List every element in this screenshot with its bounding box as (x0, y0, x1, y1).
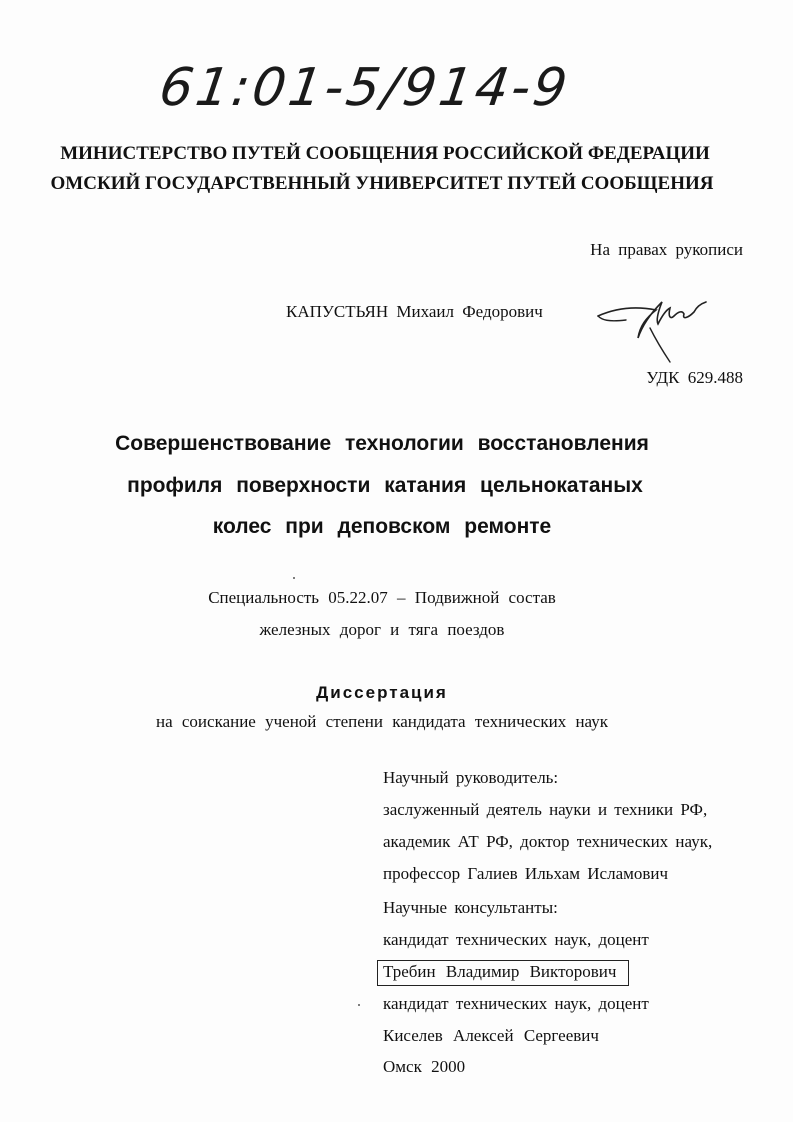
author-name: КАПУСТЬЯН Михаил Федорович (286, 302, 543, 321)
place-and-year: Омск 2000 (383, 1057, 466, 1076)
scan-speck (358, 1004, 360, 1006)
signature-icon (596, 288, 711, 373)
scan-speck (293, 577, 295, 579)
supervisor-title-2: академик АТ РФ, доктор технических наук, (383, 832, 713, 851)
supervisor-title-1: заслуженный деятель науки и техники РФ, (383, 800, 708, 819)
ministry-name: МИНИСТЕРСТВО ПУТЕЙ СООБЩЕНИЯ РОССИЙСКОЙ ФЕДЕРАЦИИ (60, 143, 710, 164)
manuscript-rights-note: На правах рукописи (590, 240, 743, 259)
consultant-2-title: кандидат технических наук, доцент (383, 994, 649, 1013)
consultant-1-title: кандидат технических наук, доцент (383, 930, 649, 949)
consultants-label: Научные консультанты: (383, 898, 558, 917)
consultant-1-name-boxed: Требин Владимир Викторович (377, 960, 629, 986)
thesis-title-line-2: профиля поверхности катания цельнокатаных (127, 474, 643, 497)
thesis-title-line-1: Совершенствование технологии восстановления (115, 432, 649, 455)
supervisor-label: Научный руководитель: (383, 768, 559, 787)
specialty-line-2: железных дорог и тяга поездов (259, 620, 505, 639)
thesis-title-line-3: колес при деповском ремонте (212, 515, 552, 538)
specialty-line-1: Специальность 05.22.07 – Подвижной состав (208, 588, 556, 607)
university-name: ОМСКИЙ ГОСУДАРСТВЕННЫЙ УНИВЕРСИТЕТ ПУТЕЙ СООБЩЕНИЯ (50, 173, 714, 194)
supervisor-name: профессор Галиев Ильхам Исламович (383, 864, 669, 883)
dissertation-subtitle: на соискание ученой степени кандидата технических наук (155, 712, 608, 731)
dissertation-heading: Диссертация (316, 683, 448, 702)
udk-code: УДК 629.488 (646, 368, 743, 387)
consultant-2-name: Киселев Алексей Сергеевич (383, 1026, 599, 1045)
archive-code-handwritten: 61:01-5/914-9 (155, 58, 574, 118)
